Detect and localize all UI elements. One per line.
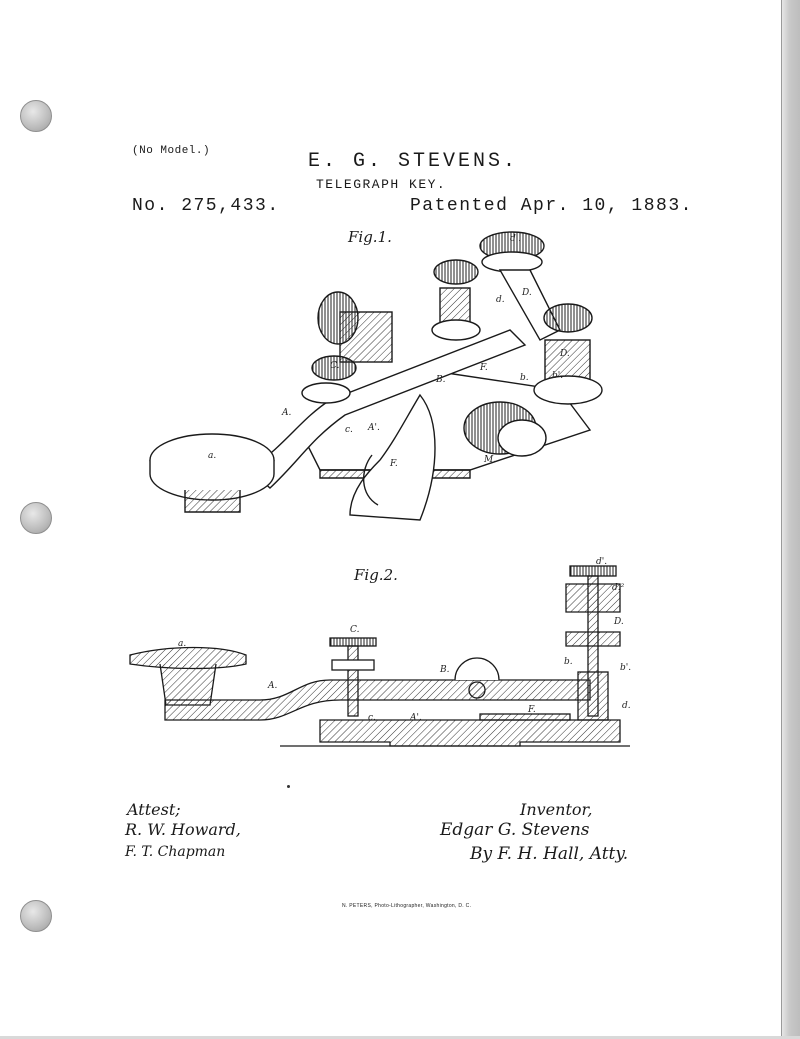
fig2-label: Fig.2. [354,566,398,584]
svg-text:b'.: b'. [552,371,564,381]
fig1-label: Fig.1. [348,228,392,246]
ink-dot [287,785,290,788]
svg-text:M.: M. [484,455,497,465]
patent-title: TELEGRAPH KEY. [316,177,447,192]
svg-text:F.: F. [528,705,536,715]
svg-text:d'.: d'. [510,234,522,244]
svg-text:b'.: b'. [620,663,632,673]
svg-text:A.: A. [268,681,278,691]
svg-text:b.: b. [564,657,573,667]
svg-text:c.: c. [368,713,376,723]
svg-text:b.: b. [520,373,529,383]
patent-date: Patented Apr. 10, 1883. [410,196,693,216]
svg-text:d.: d. [622,701,631,711]
witness-1-signature: R. W. Howard, [125,820,241,839]
patent-number: No. 275,433. [132,196,280,216]
svg-text:A.: A. [282,408,292,418]
inventor-signature: Edgar G. Stevens [440,820,590,840]
svg-text:B.: B. [440,665,450,675]
svg-text:F.: F. [480,363,488,373]
svg-text:A'.: A'. [410,713,422,723]
svg-text:d.: d. [496,295,505,305]
attest-label: Attest; [127,800,181,819]
svg-text:C.: C. [350,625,360,635]
svg-text:d.²: d.² [612,583,625,593]
svg-text:D.: D. [614,617,624,627]
svg-text:B.: B. [436,375,446,385]
fig2-drawing [0,557,800,760]
svg-text:c.: c. [345,425,353,435]
svg-text:F.: F. [390,459,398,469]
svg-text:D.: D. [522,288,532,298]
svg-text:D.: D. [560,349,570,359]
inventor-label: Inventor, [520,800,593,819]
svg-text:C.: C. [330,361,340,371]
witness-2-signature: F. T. Chapman [125,844,226,860]
printer-credit: N. PETERS, Photo-Lithographer, Washington, D. C. [342,903,472,909]
svg-text:A'.: A'. [368,423,380,433]
binder-hole-bottom [20,900,52,932]
no-model-note: (No Model.) [132,145,211,157]
svg-text:a.: a. [208,451,217,461]
inventor-name: E. G. STEVENS. [308,150,519,173]
svg-text:a.: a. [178,639,187,649]
attorney-signature: By F. H. Hall, Atty. [470,844,629,864]
svg-text:d'.: d'. [596,557,608,567]
